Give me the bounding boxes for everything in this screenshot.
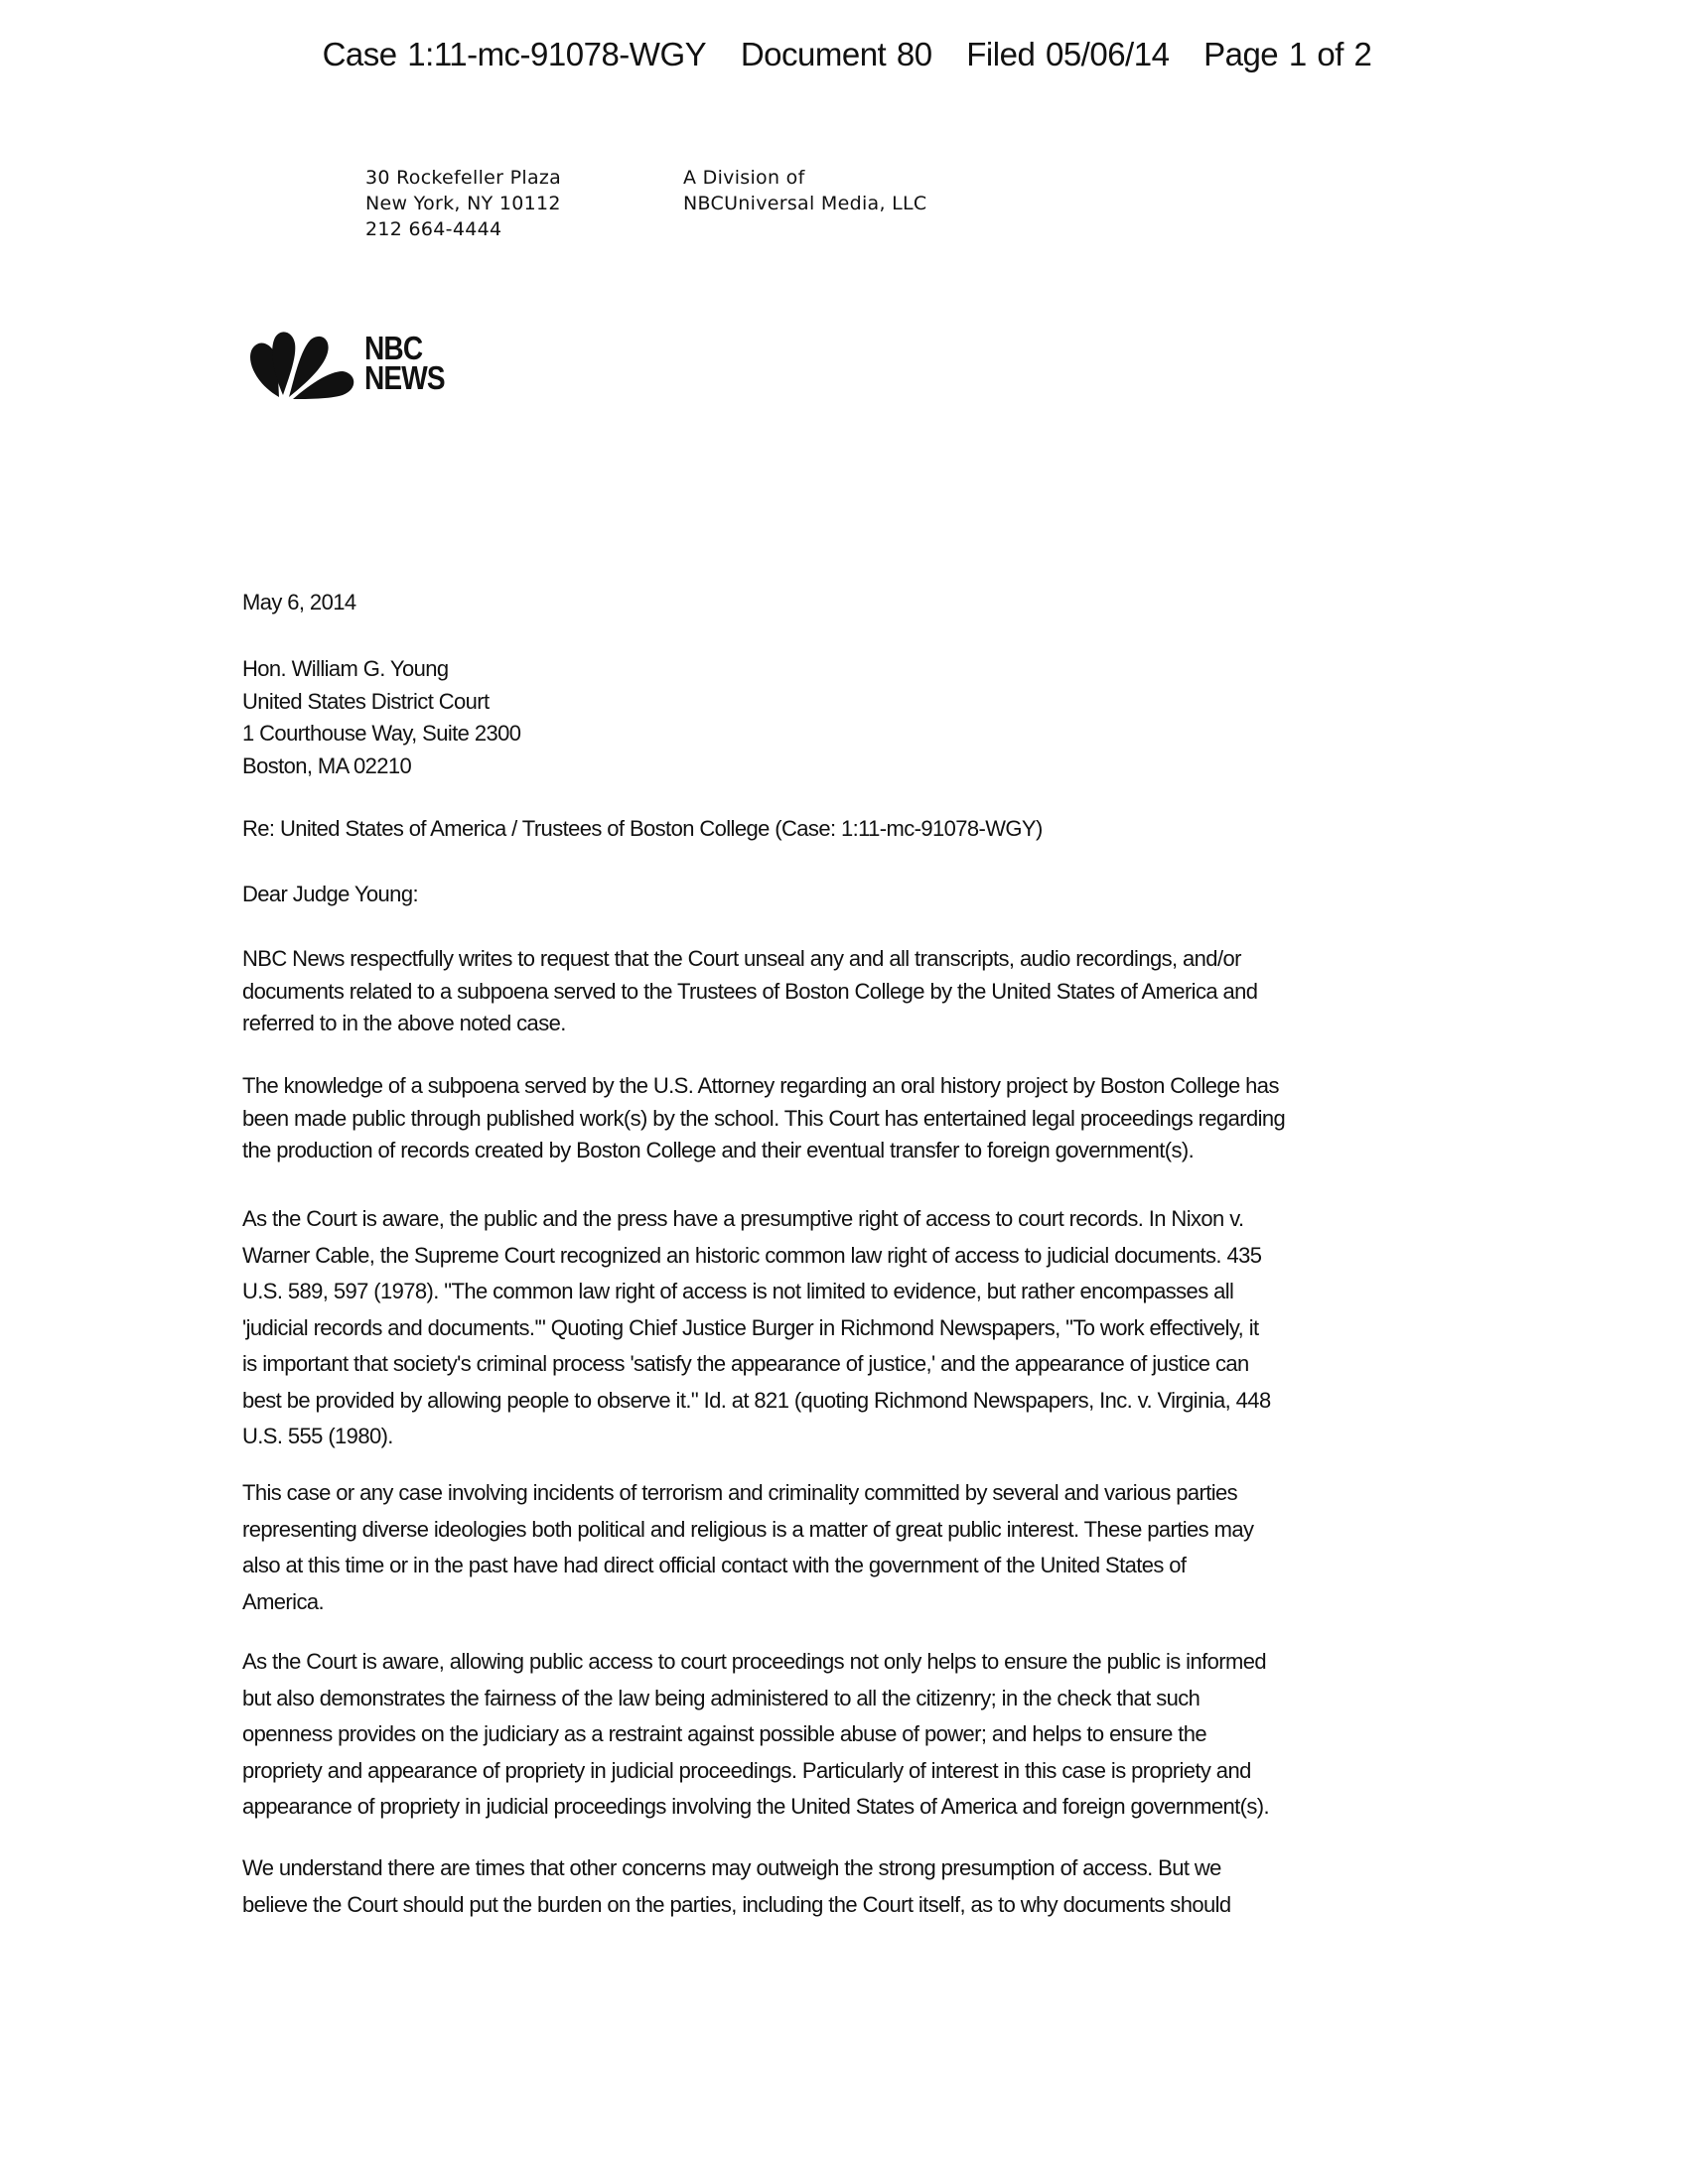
- paragraph-line: This case or any case involving incidents of terrorism and criminality committed by several and various parties: [242, 1480, 1238, 1505]
- division-line: A Division of: [683, 167, 805, 189]
- paragraph-line: is important that society's criminal process 'satisfy the appearance of justice,' and the appearance of justice can: [242, 1351, 1249, 1376]
- paragraph: [242, 1070, 1474, 1167]
- recipient-line: Boston, MA 02210: [242, 752, 412, 778]
- paragraph-line: been made public through published work(s) by the school. This Court has entertained legal proceedings regarding: [242, 1105, 1286, 1131]
- case-header: [0, 36, 1694, 73]
- case-number: Case 1:11-mc-91078-WGY: [322, 36, 707, 72]
- paragraph-line: Warner Cable, the Supreme Court recognized an historic common law right of access to judicial documents. 435: [242, 1242, 1262, 1268]
- paragraph-line: believe the Court should put the burden on the parties, including the Court itself, as to why documents should: [242, 1891, 1231, 1917]
- paragraph: [242, 943, 1474, 1040]
- paragraph-line: As the Court is aware, allowing public access to court proceedings not only helps to ensure the public is informed: [242, 1649, 1266, 1674]
- re-line: Re: United States of America / Trustees of Boston College (Case: 1:11-mc-91078-WGY): [242, 816, 1043, 841]
- division-line: NBCUniversal Media, LLC: [683, 193, 927, 214]
- paragraph-line: best be provided by allowing people to observe it." Id. at 821 (quoting Richmond Newspapers, Inc. v. Virginia, 448: [242, 1387, 1271, 1413]
- phone-number: 212 664-4444: [365, 218, 502, 240]
- logo-line-nbc: NBC: [364, 330, 423, 366]
- paragraph-line: representing diverse ideologies both political and religious is a matter of great public interest. These parties may: [242, 1516, 1254, 1542]
- paragraph-line: but also demonstrates the fairness of the law being administered to all the citizenry; in the check that such: [242, 1685, 1200, 1710]
- paragraph-line: appearance of propriety in judicial proceedings involving the United States of America and foreign government(s).: [242, 1794, 1270, 1819]
- paragraph: [242, 1850, 1474, 1923]
- logo-line-news: NEWS: [364, 359, 445, 396]
- paragraph-line: the production of records created by Boston College and their eventual transfer to foreign government(s).: [242, 1138, 1195, 1162]
- letterhead-division: [683, 165, 927, 216]
- paragraph-line: 'judicial records and documents.'" Quoting Chief Justice Burger in Richmond Newspapers, "To work effectively, it: [242, 1314, 1259, 1340]
- paragraph-line: openness provides on the judiciary as a restraint against possible abuse of power; and helps to ensure the: [242, 1721, 1207, 1746]
- letterhead-address: [365, 165, 561, 242]
- paragraph-line: We understand there are times that other concerns may outweigh the strong presumption of access. But we: [242, 1855, 1221, 1880]
- paragraph-line: America.: [242, 1588, 324, 1614]
- paragraph-line: U.S. 555 (1980).: [242, 1424, 393, 1448]
- recipient-address: [242, 653, 1474, 782]
- paragraph: [242, 1644, 1474, 1826]
- salutation: Dear Judge Young:: [242, 882, 418, 906]
- logo-text: [364, 330, 445, 396]
- recipient-line: 1 Courthouse Way, Suite 2300: [242, 721, 521, 746]
- letter-date: May 6, 2014: [242, 590, 356, 614]
- paragraph-line: As the Court is aware, the public and the press have a presumptive right of access to court records. In Nixon v.: [242, 1206, 1244, 1231]
- paragraph-line: propriety and appearance of propriety in judicial proceedings. Particularly of interest in this case is propriety and: [242, 1757, 1251, 1783]
- paragraph-line: The knowledge of a subpoena served by the U.S. Attorney regarding an oral history project by Boston College has: [242, 1073, 1279, 1098]
- nbc-peacock-icon: [243, 328, 360, 399]
- paragraph: [242, 1201, 1474, 1455]
- paragraph-line: NBC News respectfully writes to request that the Court unseal any and all transcripts, audio recordings, and/or: [242, 946, 1241, 971]
- paragraph: [242, 1475, 1474, 1620]
- paragraph-line: documents related to a subpoena served to the Trustees of Boston College by the United States of America and: [242, 978, 1258, 1004]
- address-line: 30 Rockefeller Plaza: [365, 167, 562, 189]
- nbc-news-logo: [243, 328, 459, 399]
- paragraph-line: also at this time or in the past have had direct official contact with the government of the United States of: [242, 1553, 1187, 1577]
- paragraph-line: U.S. 589, 597 (1978). "The common law right of access is not limited to evidence, but rather encompasses all: [242, 1279, 1234, 1303]
- paragraph-line: referred to in the above noted case.: [242, 1011, 566, 1035]
- address-line: New York, NY 10112: [365, 193, 561, 214]
- page-number: Page 1 of 2: [1203, 36, 1372, 72]
- recipient-line: United States District Court: [242, 688, 490, 714]
- recipient-line: Hon. William G. Young: [242, 656, 449, 681]
- document-number: Document 80: [740, 36, 932, 72]
- filed-date: Filed 05/06/14: [966, 36, 1170, 72]
